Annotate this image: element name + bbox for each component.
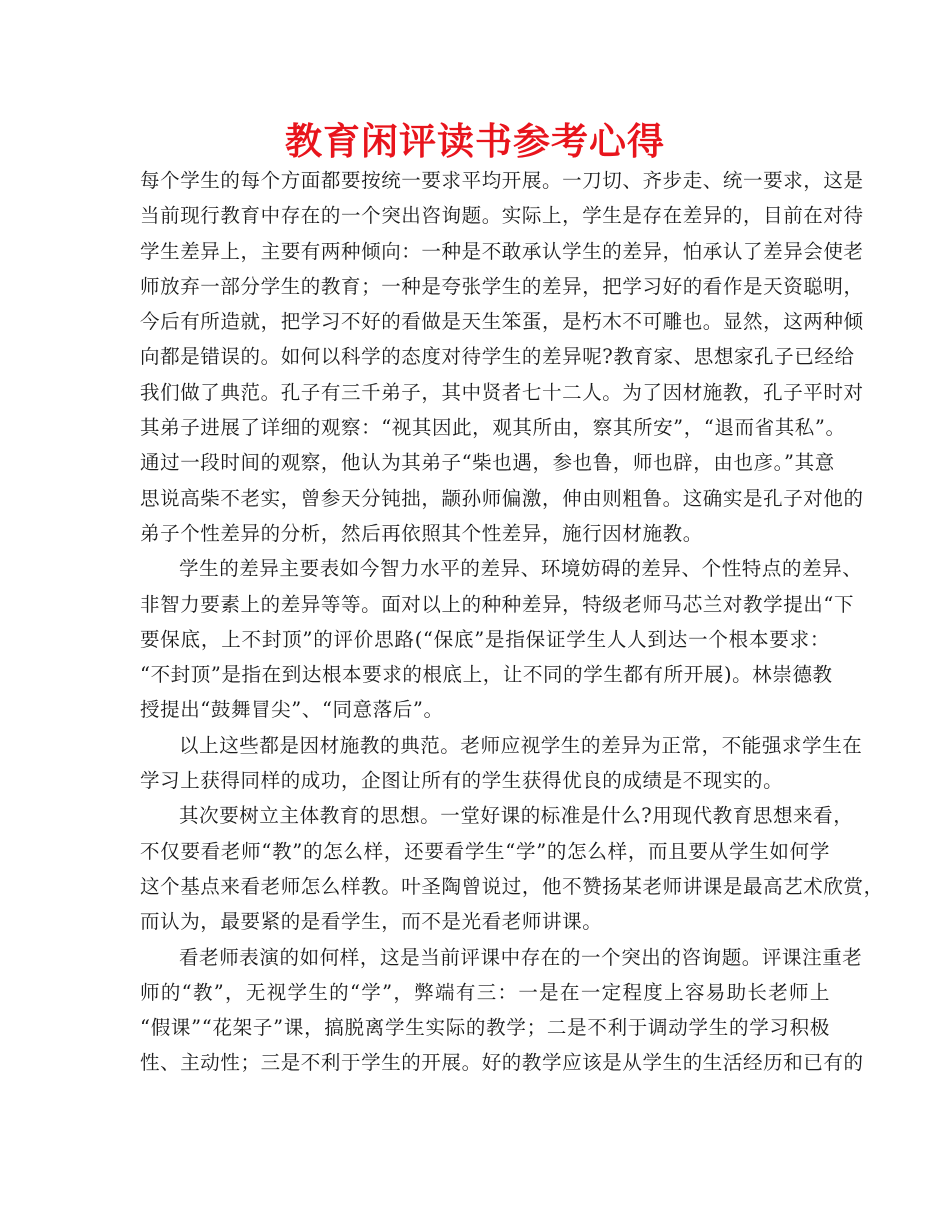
text-line: 学生的差异主要表如今智力水平的差异、环境妨碍的差异、个性特点的差异、: [179, 557, 863, 581]
text-line: 而认为，最要紧的是看学生，而不是光看老师讲课。: [140, 910, 603, 934]
text-line: 这个基点来看老师怎么样教。叶圣陶曾说过，他不赞扬某老师讲课是最高艺术欣赏，: [140, 874, 884, 898]
text-line: 以上这些都是因材施教的典范。老师应视学生的差异为正常，不能强求学生在: [179, 733, 863, 757]
document-title: 教育闲评读书参考心得: [285, 120, 665, 163]
text-line: 不仅要看老师“教”的怎么样，还要看学生“学”的怎么样，而且要从学生如何学: [140, 839, 830, 863]
text-line: 当前现行教育中存在的一个突出咨询题。实际上，学生是存在差异的，目前在对待: [140, 204, 864, 228]
text-line: 向都是错误的。如何以科学的态度对待学生的差异呢?教育家、思想家孔子已经给: [140, 345, 855, 369]
text-line: “不封顶”是指在到达根本要求的根底上，让不同的学生都有所开展)。林崇德教: [140, 663, 833, 687]
text-line: 师放弃一部分学生的教育；一种是夸张学生的差异，把学习好的看作是天资聪明，: [140, 274, 864, 298]
document-body: [140, 163, 884, 1081]
text-line: 其弟子进展了详细的观察：“视其因此，观其所由，察其所安”，“退而省其私”。: [140, 416, 846, 440]
text-line: 其次要树立主体教育的思想。一堂好课的标准是什么?用现代教育思想来看，: [179, 804, 854, 828]
text-line: 思说高柴不老实，曾参天分钝拙，颛孙师偏激，伸由则粗鲁。这确实是孔子对他的: [140, 486, 864, 510]
text-line: 非智力要素上的差异等等。面对以上的种种差异，特级老师马芯兰对教学提出“下: [140, 592, 855, 616]
text-line: 看老师表演的如何样，这是当前评课中存在的一个突出的咨询题。评课注重老: [179, 945, 863, 969]
text-line: 授提出“鼓舞冒尖”、“同意落后”。: [140, 698, 444, 722]
text-line: 师的“教”，无视学生的“学”，弊端有三：一是在一定程度上容易助长老师上: [140, 980, 830, 1004]
text-line: 今后有所造就，把学习不好的看做是天生笨蛋，是朽木不可雕也。显然，这两种倾: [140, 310, 864, 334]
text-line: 弟子个性差异的分析，然后再依照其个性差异，施行因材施教。: [140, 521, 703, 545]
text-line: “假课”“花架子”课，搞脱离学生实际的教学；二是不利于调动学生的学习积极: [140, 1016, 830, 1040]
text-line: 性、主动性；三是不利于学生的开展。好的教学应该是从学生的生活经历和已有的: [140, 1051, 864, 1075]
text-line: 通过一段时间的观察，他认为其弟子“柴也遇，参也鲁，师也辟，由也彦。”其意: [140, 451, 835, 475]
text-line: 每个学生的每个方面都要按统一要求平均开展。一刀切、齐步走、统一要求，这是: [140, 169, 864, 192]
text-line: 要保底，上不封顶”的评价思路(“保底”是指保证学生人人到达一个根本要求：: [140, 627, 830, 651]
text-line: 我们做了典范。孔子有三千弟子，其中贤者七十二人。为了因材施教，孔子平时对: [140, 380, 864, 404]
text-line: 学习上获得同样的成功，企图让所有的学生获得优良的成绩是不现实的。: [140, 769, 784, 793]
text-line: 学生差异上，主要有两种倾向：一种是不敢承认学生的差异，怕承认了差异会使老: [140, 239, 864, 263]
